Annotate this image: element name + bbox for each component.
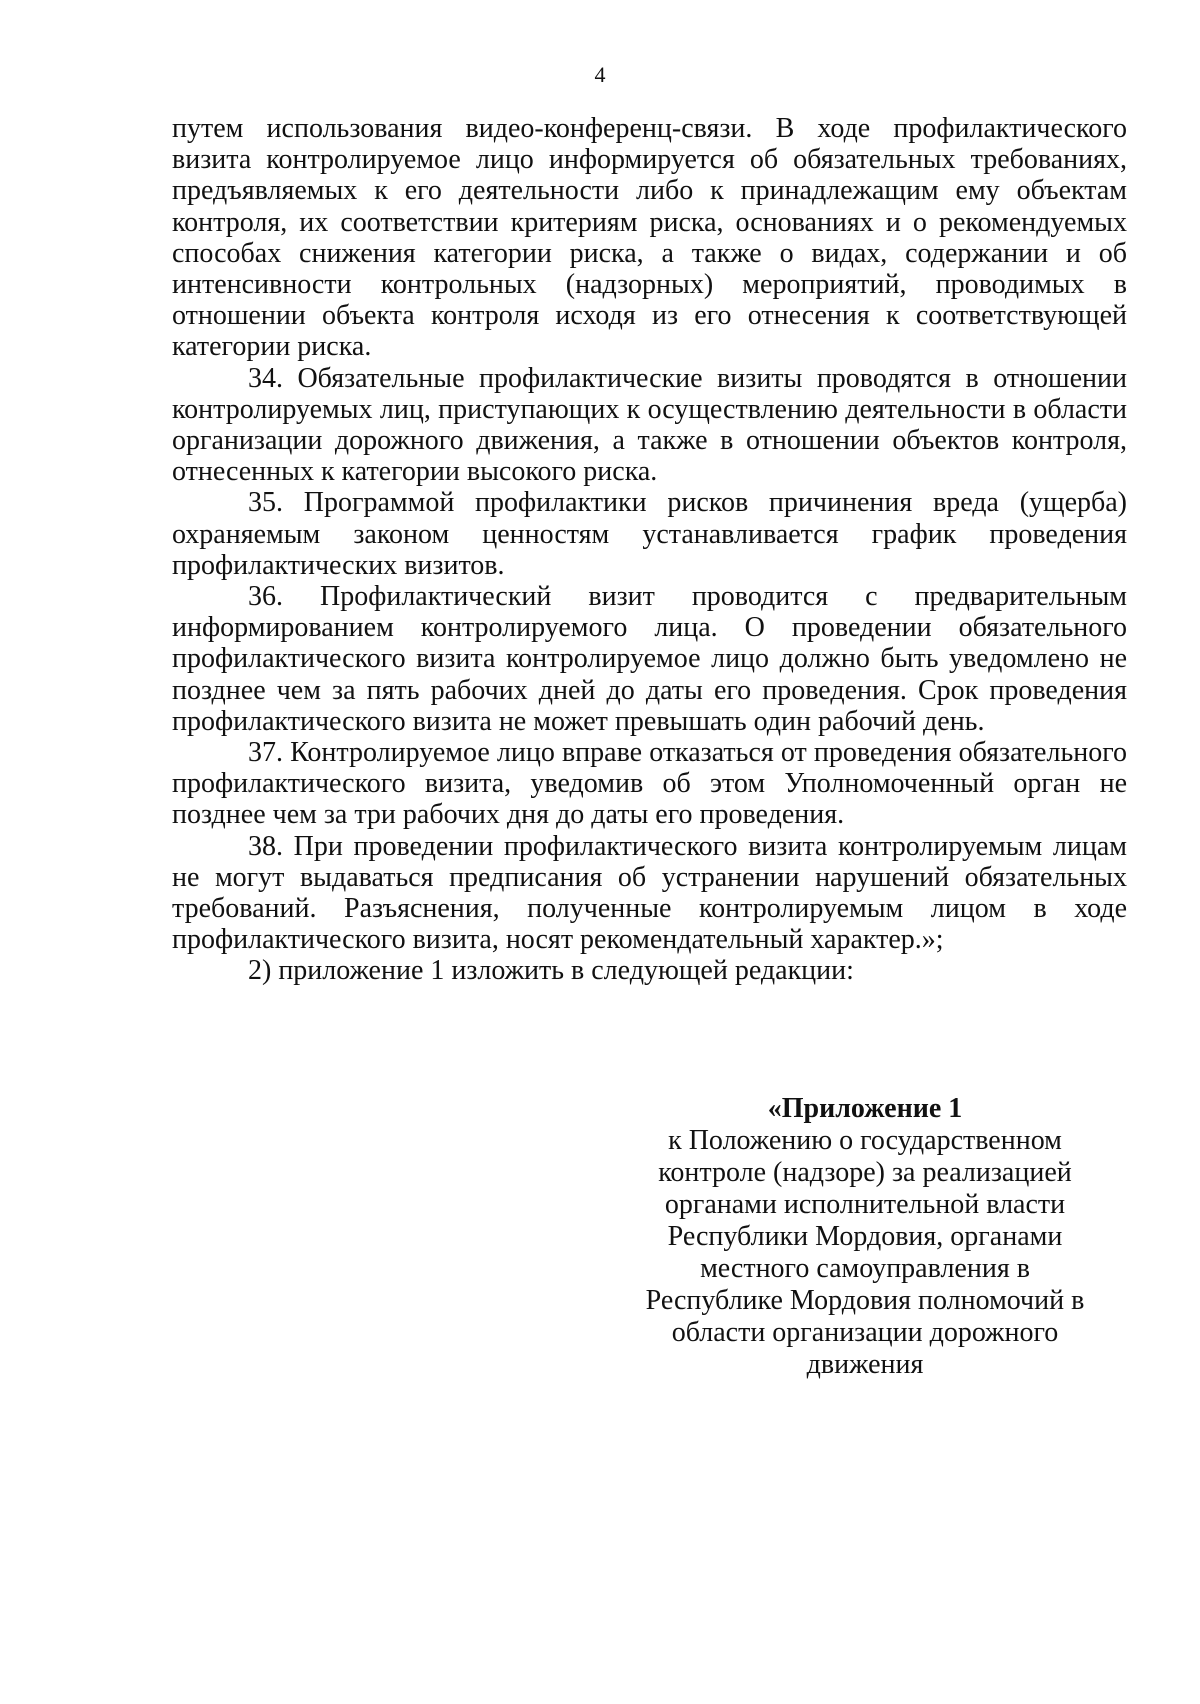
paragraph-item-2: 2) приложение 1 изложить в следующей редакции: bbox=[248, 955, 854, 987]
paragraph-37: 37. Контролируемое лицо вправе отказаться от проведения обязательного профилактического визита, уведомив об этом Уполномоченный орган не позднее чем за три рабочих дня до даты его проведения. bbox=[172, 737, 1127, 831]
paragraph-36: 36. Профилактический визит проводится с предварительным информированием контролируемого лица. О проведении обязательного профилактического визита контролируемое лицо должно быть уведомлено не позднее чем за пять рабочих дней до даты его проведения. Срок проведения профилактического визита не может превышать один рабочий день. bbox=[172, 581, 1127, 737]
page-number: 4 bbox=[594, 62, 606, 87]
paragraph-35: 35. Программой профилактики рисков причинения вреда (ущерба) охраняемым законом ценностям устанавливается график проведения профилактических визитов. bbox=[172, 487, 1127, 581]
paragraph-38: 38. При проведении профилактического визита контролируемым лицам не могут выдаваться предписания об устранении нарушений обязательных требований. Разъяснения, полученные контролируемым лицом в ходе профилактического визита, носят рекомендательный характер.»; bbox=[172, 830, 1127, 956]
appendix-header bbox=[645, 1093, 1085, 1381]
document-body bbox=[172, 113, 1127, 987]
paragraph-34: 34. Обязательные профилактические визиты проводятся в отношении контролируемых лиц, приступающих к осуществлению деятельности в области организации дорожного движения, а также в отношении объектов контроля, отнесенных к категории высокого риска. bbox=[172, 362, 1127, 488]
appendix-title: «Приложение 1 bbox=[767, 1093, 963, 1124]
paragraph-continuation: путем использования видео-конференц-связи. В ходе профилактического визита контролируемое лицо информируется об обязательных требованиях, предъявляемых к его деятельности либо к принадлежащим ему объектам контроля, их соответствии критериям риска, основаниях и о рекомендуемых способах снижения категории риска, а также о видах, содержании и об интенсивности контрольных (надзорных) мероприятий, проводимых в отношении объекта контроля исходя из его отнесения к соответствующей категории риска. bbox=[172, 113, 1127, 363]
appendix-basis: к Положению о государственном контроле (надзоре) за реализацией органами исполнительной власти Республики Мордовия, органами местного самоуправления в Республике Мордовия полномочий в области организации дорожного движения bbox=[645, 1125, 1085, 1380]
